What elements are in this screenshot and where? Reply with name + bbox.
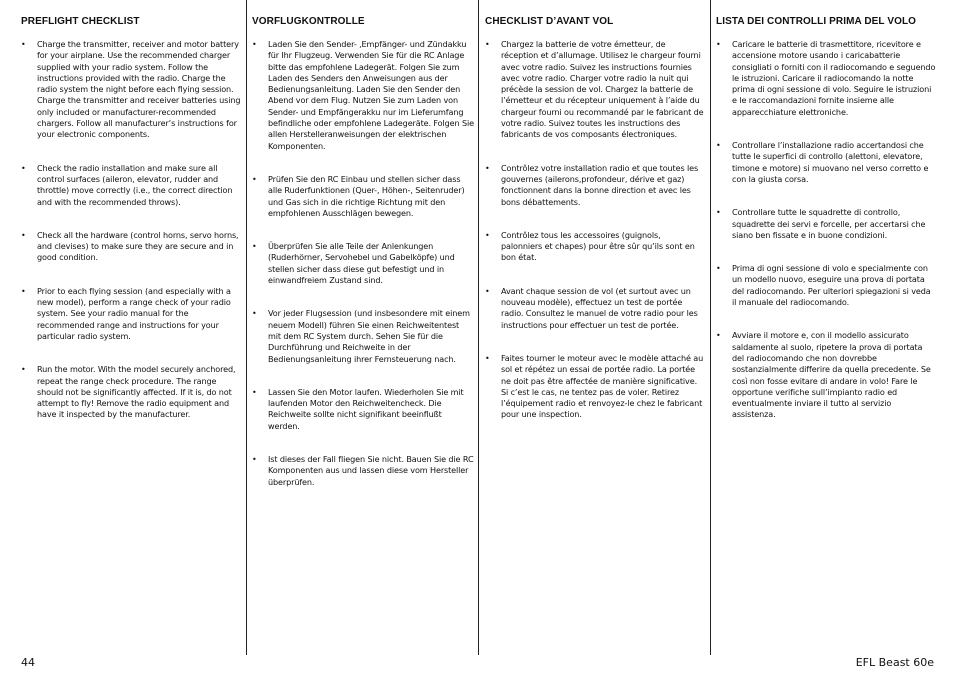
bullet: •: [252, 174, 257, 184]
list-item: [716, 207, 936, 241]
bullet: •: [716, 331, 721, 341]
bullet: •: [252, 242, 257, 252]
bullet: •: [716, 40, 721, 49]
bullet: •: [485, 286, 490, 296]
column-french: [478, 0, 706, 655]
bullet: •: [252, 309, 257, 319]
list-item-text: Contrôlez tous les accessoires (guignols, palonniers et chapes) pour être sûr qu’ils sont en bon état.: [501, 229, 695, 263]
list-item: [21, 286, 241, 342]
bullet: •: [252, 40, 257, 49]
list-item: [252, 308, 474, 364]
list-item: [716, 330, 936, 420]
list-item: [252, 174, 474, 219]
list-item: [485, 163, 704, 208]
bullet: •: [21, 230, 26, 240]
checklist: [252, 39, 474, 510]
list-item: [252, 454, 474, 488]
bullet: •: [252, 455, 257, 465]
list-item-text: Charge the transmitter, receiver and motor battery for your airplane. Use the recommended charger supplied with your radio system. Follow the instructions provided with the radio. Charge the radio system the night before each flying session. Charge the transmitter and receiver batteries using only included or manufacturer-recommended chargers. Follow all manufacturer’s instructions for your electronic components.: [37, 39, 241, 140]
list-item: [485, 39, 704, 141]
list-item: [485, 286, 704, 331]
page-number: 44: [21, 656, 35, 669]
list-item-text: Run the motor. With the model securely anchored, repeat the range check procedure. The range should not be significantly affected. If it is, do not attempt to fly! Remove the radio equipment and have it inspected by the manufacturer.: [37, 364, 236, 420]
checklist: [21, 39, 241, 443]
list-item: [252, 39, 474, 152]
bullet: •: [485, 163, 490, 173]
list-item: [252, 241, 474, 286]
list-item-text: Chargez la batterie de votre émetteur, de réception et d’allumage. Utilisez le chargeur fourni avec votre radio. Suivez les instructions fournies avec votre radio. Charger votre radio la nuit qui précède la session de vol. Chargez la batterie de l’émetteur et du récepteur uniquement à l’aide du chargeur fourni ou recommandé par le fabricant de votre radio. Suivez toutes les instructions des fabricants de vos composants électroniques.: [501, 39, 704, 140]
list-item: [21, 39, 241, 141]
list-item-text: Prüfen Sie den RC Einbau und stellen sicher dass alle Ruderfunktionen (Quer-, Höhen-, Seitenruder) und Gas sich in die richtige Richtung mit den empfohlenen Ausschlägen bewegen.: [268, 173, 465, 218]
bullet: •: [252, 387, 257, 397]
checklist: [485, 39, 704, 443]
list-item-text: Faites tourner le moteur avec le modèle attaché au sol et répétez un essai de portée radio. La portée ne doit pas être affectée de manière significative. Si c’est le cas, ne tentez pas de voler. Retirez l’équipement radio et renvoyez-le chez le fabricant pour une inspection.: [501, 352, 704, 420]
column-italian: [710, 0, 936, 655]
list-item: [716, 140, 936, 185]
list-item: [716, 263, 936, 308]
list-item-text: Prima di ogni sessione di volo e specialmente con un modello nuovo, eseguire una prova di portata del radiocomando. Per ulteriori spiegazioni si veda il manuale del radiocomando.: [732, 263, 931, 308]
bullet: •: [485, 40, 490, 49]
list-item-text: Avant chaque session de vol (et surtout avec un nouveau modèle), effectuez un test de portée radio. Consultez le manuel de votre radio pour les instructions pour effectuer un test de portée.: [501, 285, 698, 330]
list-item-text: Vor jeder Flugsession (und insbesondere mit einem neuem Modell) führen Sie einen Reichweitentest mit dem RC System durch. Sehen Sie für die Durchführung und Reichweite in der Bedienungsanleitung ihrer Fernsteuerung nach.: [268, 308, 470, 364]
list-item-text: Check the radio installation and make sure all control surfaces (aileron, elevator, rudder and throttle) move correctly (i.e., the correct direction and with the recommended throws).: [37, 162, 233, 207]
bullet: •: [21, 40, 26, 49]
list-item-text: Avviare il motore e, con il modello assicurato saldamente al suolo, ripetere la prova di portata del radiocomando che non dovrebbe sostanzialmente differire da quella precedente. Se così non fosse evitare di andare in volo! Fare le opportune verifiche sull’impianto radio ed eventualmente inviare il tutto al servizio assistenza.: [732, 330, 931, 420]
bullet: •: [485, 230, 490, 240]
bullet: •: [716, 264, 721, 274]
section-title: PREFLIGHT CHECKLIST: [21, 16, 140, 27]
column-english: [21, 0, 241, 655]
list-item-text: Überprüfen Sie alle Teile der Anlenkungen (Ruderhörner, Servohebel und Gabelköpfe) und stellen sicher dass diese gut befestigt und in einwandfreiem Zustand sind.: [268, 241, 455, 286]
section-title: CHECKLIST D’AVANT VOL: [485, 16, 614, 27]
footer-title: EFL Beast 60e: [855, 656, 934, 669]
list-item: [485, 230, 704, 264]
list-item-text: Ist dieses der Fall fliegen Sie nicht. Bauen Sie die RC Komponenten aus und lassen diese vom Hersteller überprüfen.: [268, 454, 474, 487]
bullet: •: [485, 353, 490, 363]
list-item: [21, 230, 241, 264]
list-item-text: Contrôlez votre installation radio et que toutes les gouvernes (ailerons,profondeur, dérive et gaz) fonctionnent dans la bonne direction et avec les bons débattements.: [501, 162, 699, 207]
list-item-text: Controllare l’installazione radio accertandosi che tutte le superfici di controllo (alettoni, elevatore, timone e motore) si muovano nel verso corretto e con la giusta corsa.: [732, 140, 929, 184]
bullet: •: [716, 208, 721, 218]
list-item: [252, 387, 474, 432]
list-item: [485, 353, 704, 421]
bullet: •: [21, 286, 26, 296]
section-title: LISTA DEI CONTROLLI PRIMA DEL VOLO: [716, 16, 917, 27]
list-item-text: Check all the hardware (control horns, servo horns, and clevises) to make sure they are secure and in good condition.: [37, 229, 239, 263]
bullet: •: [21, 163, 26, 173]
bullet: •: [21, 365, 26, 375]
list-item-text: Prior to each flying session (and especially with a new model), perform a range check of your radio system. See your radio manual for the recommended range and instructions for your particular radio system.: [37, 285, 231, 341]
list-item-text: Caricare le batterie di trasmettitore, ricevitore e accensione motore usando i caricabatterie consigliati o forniti con il radiocomando e seguendo le istruzioni. Caricare il radiocomando la notte prima di ogni sessione di volo. Seguire le istruzioni e le raccomandazioni fornite insieme alle apparecchiature elettroniche.: [732, 39, 936, 117]
bullet: •: [716, 141, 721, 151]
list-item: [21, 364, 241, 420]
section-title: VORFLUGKONTROLLE: [252, 16, 365, 27]
checklist: [716, 39, 936, 443]
list-item: [716, 39, 936, 118]
list-item-text: Lassen Sie den Motor laufen. Wiederholen Sie mit laufenden Motor den Reichweitencheck. Die Reichweite sollte nicht signifikant beeinflußt werden.: [268, 386, 464, 431]
list-item-text: Laden Sie den Sender- ,Empfänger- und Zündakku für Ihr Flugzeug. Verwenden Sie für die RC Anlage bitte das empfohlene Ladegerät. Folgen Sie zum Laden des Senders den Anweisungen aus der Bedienungsanleitung. Laden Sie den Sender den Abend vor dem Flug. Nutzen Sie zum Laden von Sender- und Empfängerakku nur im Lieferumfang befindliche oder empfohlene Ladegeräte. Folgen Sie allen Herstelleranweisungen der elektrischen Komponenten.: [268, 39, 474, 151]
list-item: [21, 163, 241, 208]
list-item-text: Controllare tutte le squadrette di controllo, squadrette dei servi e forcelle, per accertarsi che siano ben fissate e in buone condizioni.: [732, 207, 926, 240]
column-german: [246, 0, 474, 655]
